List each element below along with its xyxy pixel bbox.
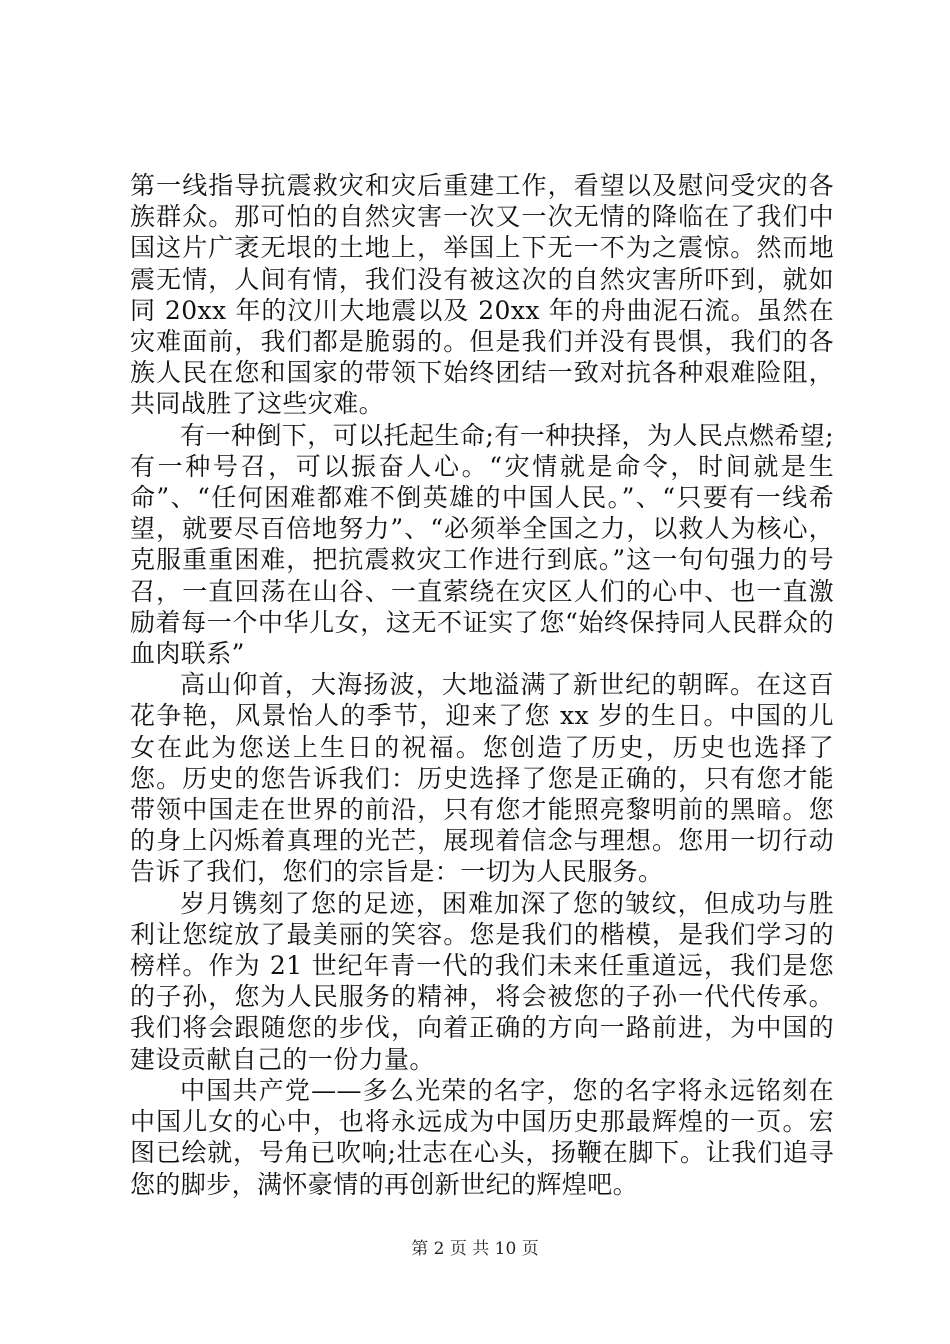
- paragraph: 高山仰首，大海扬波，大地溢满了新世纪的朝晖。在这百花争艳，风景怡人的季节，迎来了您 xx 岁的生日。中国的儿女在此为您送上生日的祝福。您创造了历史，历史也选择了您。历史的您告诉我们：历史选择了您是正确的，只有您才能带领中国走在世界的前沿，只有您才能照亮黎明前的黑暗。您的身上闪烁着真理的光芒，展现着信念与理想。您用一切行动告诉了我们，您们的宗旨是：一切为人民服务。: [130, 670, 834, 887]
- paragraph: 岁月镌刻了您的足迹，困难加深了您的皱纹，但成功与胜利让您绽放了最美丽的笑容。您是我们的楷模，是我们学习的榜样。作为 21 世纪年青一代的我们未来任重道远，我们是您的子孙，您为人民服务的精神，将会被您的子孙一代代传承。我们将会跟随您的步伐，向着正确的方向一路前进，为中国的建设贡献自己的一份力量。: [130, 888, 834, 1074]
- paragraph-continued: 第一线指导抗震救灾和灾后重建工作，看望以及慰问受灾的各族群众。那可怕的自然灾害一次又一次无情的降临在了我们中国这片广袤无垠的土地上，举国上下无一不为之震惊。然而地震无情，人间有情，我们没有被这次的自然灾害所吓到，就如同 20xx 年的汶川大地震以及 20xx 年的舟曲泥石流。虽然在灾难面前，我们都是脆弱的。但是我们并没有畏惧，我们的各族人民在您和国家的带领下始终团结一致对抗各种艰难险阻，共同战胜了这些灾难。: [130, 171, 834, 419]
- page-total: 共 10 页: [472, 1239, 539, 1259]
- page-footer: [0, 1238, 950, 1260]
- document-body: [130, 170, 834, 1200]
- paragraph: 有一种倒下，可以托起生命;有一种抉择，为人民点燃希望;有一种号召，可以振奋人心。“灾情就是命令，时间就是生命”、“任何困难都难不倒英雄的中国人民。”、“只要有一线希望，就要尽百倍地努力”、“必须举全国之力，以救人为核心，克服重重困难，把抗震救灾工作进行到底。”这一句句强力的号召，一直回荡在山谷、一直萦绕在灾区人们的心中、也一直激励着每一个中华儿女，这无不证实了您“始终保持同人民群众的血肉联系”: [130, 420, 834, 669]
- paragraph: 中国共产党——多么光荣的名字，您的名字将永远铭刻在中国儿女的心中，也将永远成为中国历史那最辉煌的一页。宏图已绘就，号角已吹响;壮志在心头，扬鞭在脚下。让我们追寻您的脚步，满怀豪情的再创新世纪的辉煌吧。: [130, 1075, 834, 1199]
- page-number: 第 2 页: [411, 1239, 467, 1259]
